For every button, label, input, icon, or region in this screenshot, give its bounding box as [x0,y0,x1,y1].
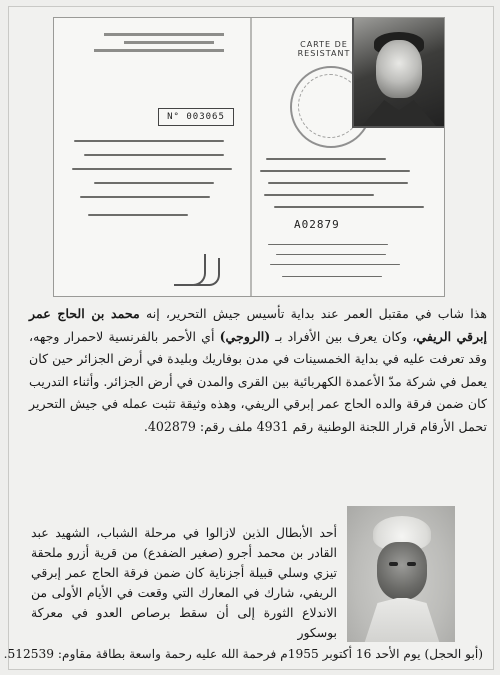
person-name: محمد بن الحاج عمر إبرقي الريفي [29,306,488,344]
print-line [268,244,388,245]
para-part2: ، وكان يعرف بين الأفراد بـ [275,328,417,344]
photo-face [377,542,427,600]
martyr-paragraph: أحد الأبطال الذين لازالوا في مرحلة الشباب، الشهيد عبد القادر بن محمد أجرو (صغير الضفدع) من قرية أزرو ملحقة تيزي وسلي قبيلة أجزناية كان ضمن فرقة الحاج عمر إبرقي الريفي، شارك في المعارك التي وقعت في الأيام الأولى من الاندلاع الثورة إلى أن سقط برصاص العدو في معركة بوسكور [31,525,337,640]
card-header-handwriting [84,28,234,57]
resistance-card-scan [53,17,445,297]
handwriting-line [84,154,224,156]
para-intro: هذا شاب في مقتبل العمر عند بداية تأسيس جيش التحرير، إنه [145,306,487,321]
page [3,6,494,670]
martyr-footer-line: (أبو الحجل) يوم الأحد 16 أكتوبر 1955م فرحمة الله عليه رحمة واسعة بطاقة مقاوم: 512539. [3,647,483,661]
card-serial-number: A02879 [294,218,340,231]
signature-mark [194,258,220,286]
photo-eye [389,562,398,566]
card-fold-line [250,18,252,296]
handwriting-line [274,206,424,208]
handwriting-line [260,170,410,172]
handwriting-line [94,182,214,184]
photo-eye [407,562,416,566]
card-number-box: N° 003065 [158,108,234,126]
print-line [282,276,382,277]
print-line [276,254,386,255]
person-nickname: (الروجي) [219,328,271,344]
handwriting-line [264,194,374,196]
handwriting-line [72,168,232,170]
para-rest: أي الأحمر بالفرنسية لاحمرار وجهه، وقد تعرفت عليه في بداية الخمسينات في مدن بوفاريك وبليدة في أرض الجزائر حين كان يعمل في شركة مدّ الأعمدة الكهربائية بين القرى والمدن في أرض الجزائر. وأثناء التدريب كان ضمن فرقة والده الحاج عمر إبرقي الريفي، وهذه وثيقة تثبت عمله في جيش التحرير تحمل الأرقام قرار اللجنة الوطنية رقم 4931 ملف رقم: 402879. [29,328,487,434]
print-line [270,264,400,265]
handwriting-line [74,140,224,142]
card-portrait-photo [352,18,444,128]
card-title: CARTE DE RESISTANT [297,40,351,58]
martyr-photo [347,506,455,642]
portrait-face [376,40,422,98]
handwriting-line [268,182,408,184]
portrait-collar [362,100,436,126]
paragraph-top [29,303,487,438]
handwriting-line [266,158,386,160]
handwriting-line [80,196,210,198]
handwriting-line [88,214,188,216]
